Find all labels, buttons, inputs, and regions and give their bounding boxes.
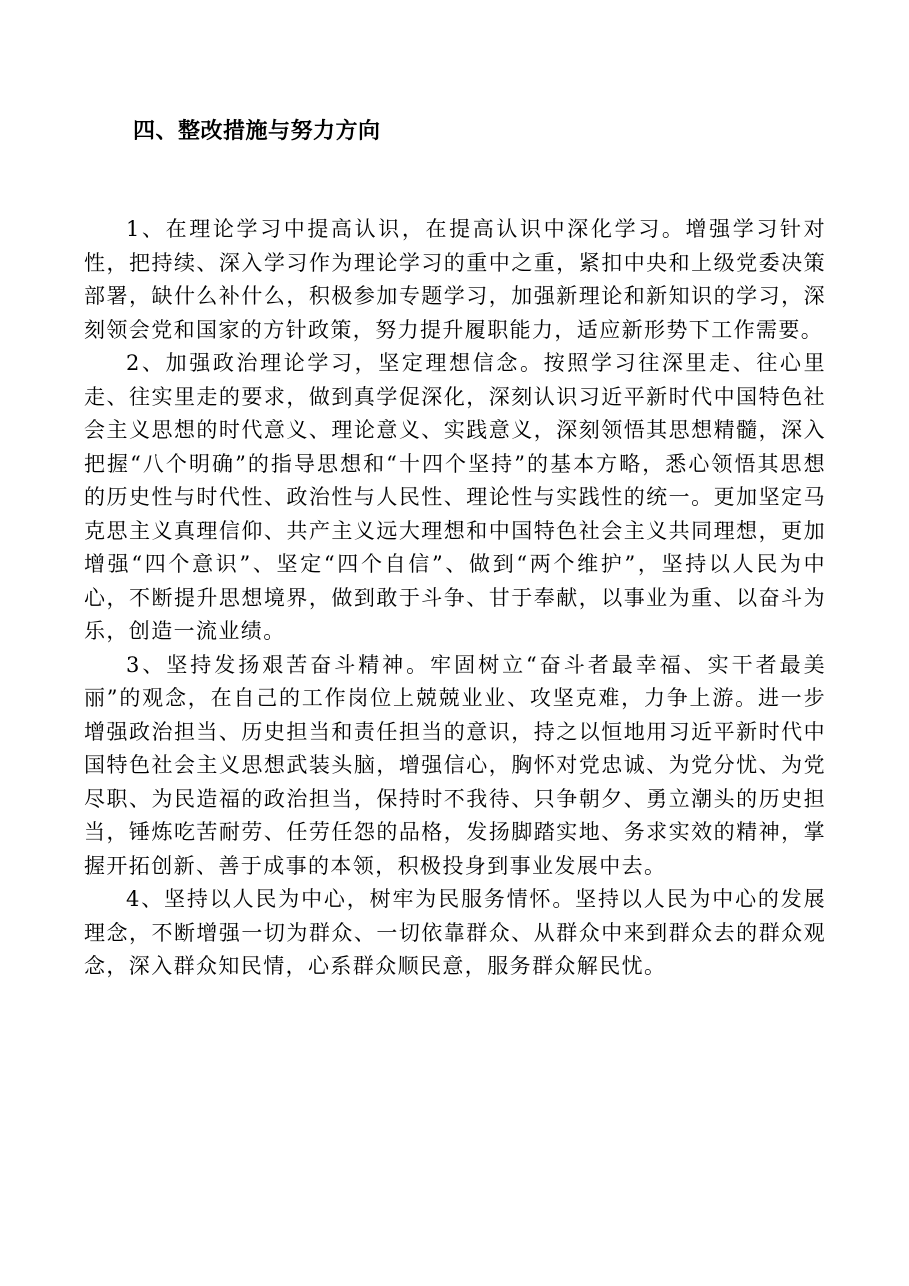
paragraph-1: 1、在理论学习中提高认识，在提高认识中深化学习。增强学习针对性，把持续、深入学习作为理论学习的重中之重，紧扣中央和上级党委决策部署，缺什么补什么，积极参加专题学习，加强新理论和新知识的学习，深刻领会党和国家的方针政策，努力提升履职能力，适应新形势下工作需要。: [84, 217, 826, 342]
section-heading: 四、整改措施与努力方向: [133, 119, 381, 144]
paragraph-2: 2、加强政治理论学习，坚定理想信念。按照学习往深里走、往心里走、往实里走的要求，做到真学促深化，深刻认识习近平新时代中国特色社会主义思想的时代意义、理论意义、实践意义，深刻领悟其思想精髓，深入把握“八个明确”的指导思想和“十四个坚持”的基本方略，悉心领悟其思想的历史性与时代性、政治性与人民性、理论性与实践性的统一。更加坚定马克思主义真理信仰、共产主义远大理想和中国特色社会主义共同理想，更加增强“四个意识”、坚定“四个自信”、做到“两个维护”，坚持以人民为中心，不断提升思想境界，做到敢于斗争、甘于奉献，以事业为重、以奋斗为乐，创造一流业绩。: [84, 351, 826, 643]
paragraph-3: 3、坚持发扬艰苦奋斗精神。牢固树立“奋斗者最幸福、实干者最美丽”的观念，在自己的工作岗位上兢兢业业、攻坚克难，力争上游。进一步增强政治担当、历史担当和责任担当的意识，持之以恒地用习近平新时代中国特色社会主义思想武装头脑，增强信心，胸怀对党忠诚、为党分忧、为党尽职、为民造福的政治担当，保持时不我待、只争朝夕、勇立潮头的历史担当，锤炼吃苦耐劳、任劳任怨的品格，发扬脚踏实地、务求实效的精神，掌握开拓创新、善于成事的本领，积极投身到事业发展中去。: [84, 652, 826, 878]
document-body: [84, 213, 826, 984]
paragraph-4: 4、坚持以人民为中心，树牢为民服务情怀。坚持以人民为中心的发展理念，不断增强一切为群众、一切依靠群众、从群众中来到群众去的群众观念，深入群众知民情，心系群众顺民意，服务群众解民忧。: [84, 887, 826, 978]
